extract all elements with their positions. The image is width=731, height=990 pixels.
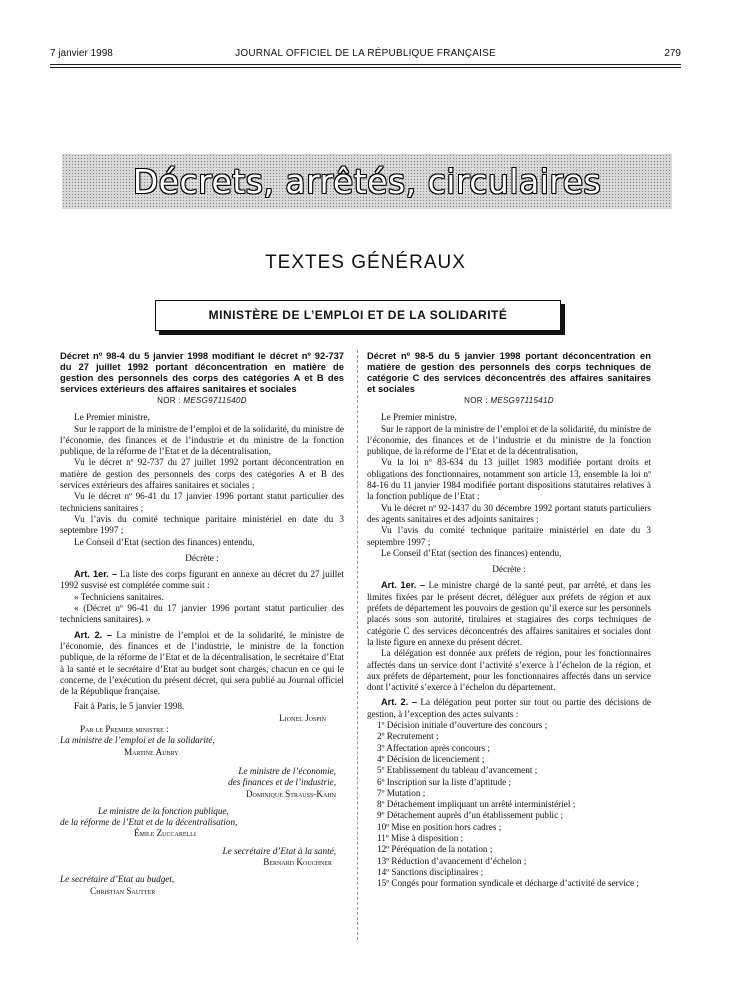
signature-role: Le ministre de l’économie, xyxy=(238,765,336,776)
preamble-line: Vu l’avis du comité technique paritaire ministériel en date du 3 septembre 1997 ; xyxy=(367,525,651,547)
list-item: 9º Détachement auprès d’un établissement public ; xyxy=(377,810,564,821)
preamble-line: Le Premier ministre, xyxy=(74,412,150,423)
list-item: 7º Mutation ; xyxy=(377,787,426,798)
signature-role: La ministre de l’emploi et de la solidarité, xyxy=(60,735,215,746)
decree-98-4 xyxy=(60,350,344,897)
signature-name: Bernard Kouchner xyxy=(263,856,332,867)
list-item: 13º Réduction d’avancement d’échelon ; xyxy=(377,855,527,866)
list-item: 11º Mise à disposition ; xyxy=(377,832,464,843)
decrete-heading: Décrète : xyxy=(492,564,526,575)
list-item: 5º Etablissement du tableau d’avancement ; xyxy=(377,765,538,776)
preamble-line: Vu le décret nº 92-1437 du 30 décembre 1992 portant statuts particuliers des agents sanitaires et des adjoints sanitaires ; xyxy=(367,502,651,524)
decree-title: Décret nº 98-4 du 5 janvier 1998 modifiant le décret nº 92-737 du 27 juillet 1992 portant déconcentration en matière de gestion des personnels des corps des catégories A et B des services extérieurs des affaires sanitaires et sociales xyxy=(60,350,344,394)
list-item: 14º Sanctions disciplinaires ; xyxy=(377,866,484,877)
banner-title: Décrets, arrêtés, circulaires xyxy=(132,162,602,201)
signature-name: Christian Sautter xyxy=(90,885,156,896)
preamble-line: Sur le rapport de la ministre de l’emploi et de la solidarité, du ministre de l’économie, des finances et de l’industrie et du ministre de la fonction publique, de la réforme de l’Etat et de la décentralisation, xyxy=(60,423,344,457)
article-2: Art. 2. – La délégation peut porter sur tout ou partie des décisions de gestion, à l’exception des actes suivants : xyxy=(367,697,651,719)
preamble-line: Vu la loi nº 83-634 du 13 juillet 1983 modifiée portant droits et obligations des fonctionnaires, notamment son article 13, ensemble la loi nº 84-16 du 11 janvier 1984 modifiée portant dispositions statutaires relatives à la fonction publique de l’Etat ; xyxy=(367,457,651,502)
list-item: 1º Décision initiale d’ouverture des concours ; xyxy=(377,720,548,731)
preamble-line: Le Premier ministre, xyxy=(381,412,457,423)
nor-reference: NOR : MESG9711541D xyxy=(464,396,554,405)
preamble-line: Vu le décret nº 92-737 du 27 juillet 1992 portant déconcentration en matière de gestion des personnels des corps des catégories A et B des services extérieurs des affaires sanitaires et sociales ; xyxy=(60,457,344,491)
article-quote: « (Décret nº 96-41 du 17 janvier 1996 portant statut particulier des techniciens sanitaires). » xyxy=(60,603,344,625)
list-item: 2º Recrutement ; xyxy=(377,731,439,742)
header-journal-title: JOURNAL OFFICIEL DE LA RÉPUBLIQUE FRANÇAISE xyxy=(235,48,496,59)
article-2: Art. 2. – La ministre de l’emploi et de la solidarité, le ministre de l’économie, des finances et de l’industrie, le ministre de la fonction publique, de la réforme de l’Etat et de la décentralisation, le secrétaire d’Etat à la santé et le secrétaire d’Etat au budget sont chargés, chacun en ce qui le concerne, de l’exécution du présent décret, qui sera publié au Journal officiel de la République française. xyxy=(60,629,344,697)
preamble-line: Le Conseil d’Etat (section des finances) entendu, xyxy=(74,536,255,547)
preamble-line: Vu l’avis du comité technique paritaire ministériel en date du 3 septembre 1997 ; xyxy=(60,513,344,536)
decree-98-5 xyxy=(367,350,651,889)
column-divider xyxy=(357,350,358,940)
list-item: 12º Péréquation de la notation ; xyxy=(377,844,493,855)
nor-reference: NOR : MESG9711540D xyxy=(157,396,247,405)
signature-name: Dominique Strauss-Kahn xyxy=(245,788,336,799)
date-line: Fait à Paris, le 5 janvier 1998. xyxy=(74,701,185,712)
header-rule xyxy=(50,67,681,68)
signature-role: Le secrétaire d’Etat à la santé, xyxy=(222,845,336,856)
list-item: 4º Décision de licenciement ; xyxy=(377,753,485,764)
decree-title: Décret nº 98-5 du 5 janvier 1998 portant déconcentration en matière de gestion des personnels des corps techniques de catégorie C des services déconcentrés des affaires sanitaires et sociales xyxy=(367,350,651,394)
decrete-heading: Décrète : xyxy=(185,552,219,563)
banner xyxy=(62,154,672,209)
article-1: Art. 1er. – Le ministre chargé de la santé peut, par arrêté, et dans les limites fixées par le présent décret, déléguer aux préfets de région et aux préfets de département les pouvoirs de gestion qu’il exerce sur les personnels placés sous son autorité, titulaires et stagiaires des corps techniques de catégorie C des services déconcentrés des affaires sanitaires et sociales dont la liste figure en annexe du présent décret. xyxy=(367,580,651,647)
article-paragraph: La délégation est donnée aux préfets de région, pour les fonctionnaires affectés dans un service dont l’activité s’exerce à l’échelon de la région, et aux préfets de département, pour les fonctionnaires affectés dans un service dont l’activité s’exerce à l’échelon du département. xyxy=(367,648,651,693)
list-item: 10º Mise en position hors cadres ; xyxy=(377,821,502,832)
signature-role: Le ministre de la fonction publique, xyxy=(98,805,229,816)
signature-role: de la réforme de l’Etat et de la décentralisation, xyxy=(60,817,238,828)
signature-intro: Par le Premier ministre : xyxy=(80,724,169,735)
list-item: 15º Congés pour formation syndicale et décharge d’activité de service ; xyxy=(377,878,639,889)
nor-code: MESG9711540D xyxy=(183,396,247,405)
signature-role: des finances et de l’industrie, xyxy=(228,777,336,788)
nor-code: MESG9711541D xyxy=(490,396,554,405)
signature-name: Martine Aubry xyxy=(124,746,179,757)
header-rule xyxy=(50,64,681,65)
preamble-line: Sur le rapport de la ministre de l’emploi et de la solidarité, du ministre de l’économie, des finances et de l’industrie et du ministre de la fonction publique, de la réforme de l’Etat et de la décentralisation, xyxy=(367,423,651,457)
list-item: 8º Détachement impliquant un arrêté interministériel ; xyxy=(377,799,576,810)
list-item: 6º Inscription sur la liste d’aptitude ; xyxy=(377,776,511,787)
header-date: 7 janvier 1998 xyxy=(50,48,113,59)
list-item: 3º Affectation après concours ; xyxy=(377,742,490,753)
article-label: Art. 1er. – xyxy=(381,580,426,591)
article-label: Art. 2. – xyxy=(381,697,417,708)
header-page-number: 279 xyxy=(664,48,681,59)
article-label: Art. 1er. – xyxy=(74,569,118,580)
section-title: TEXTES GÉNÉRAUX xyxy=(265,252,466,273)
article-quote: « Techniciens sanitaires. xyxy=(74,591,164,602)
article-label: Art. 2. – xyxy=(74,629,112,640)
article-1: Art. 1er. – La liste des corps figurant en annexe au décret du 27 juillet 1992 susvisé est complétée comme suit : xyxy=(60,569,344,591)
ministry-title: MINISTÈRE DE L’EMPLOI ET DE LA SOLIDARITÉ xyxy=(155,300,561,331)
preamble-line: Le Conseil d’Etat (section des finances) entendu, xyxy=(381,547,562,558)
preamble-line: Vu le décret nº 96-41 du 17 janvier 1996 portant statut particulier des techniciens sanitaires ; xyxy=(60,491,344,513)
signatory-name: Lionel Jospin xyxy=(279,712,326,723)
signature-role: Le secrétaire d’Etat au budget, xyxy=(60,874,175,885)
signature-name: Émile Zuccarelli xyxy=(134,828,196,839)
page-header xyxy=(50,48,681,64)
